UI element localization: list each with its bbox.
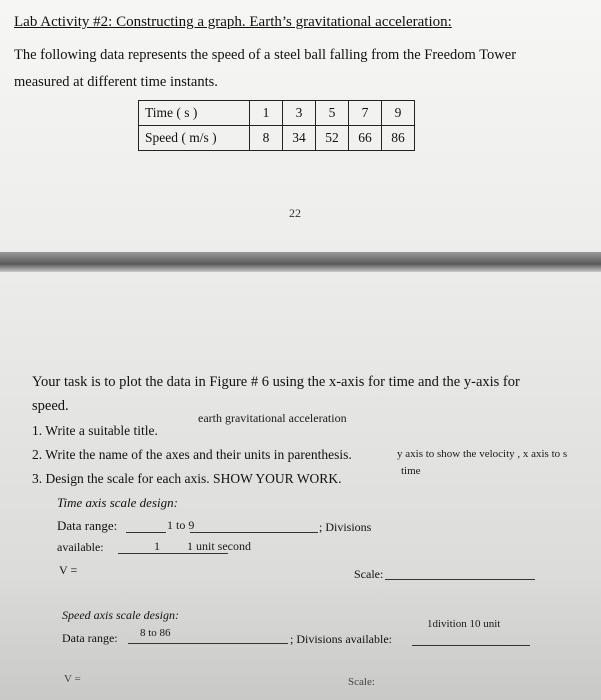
lab-title: Lab Activity #2: Constructing a graph. Earth’s gravitational acceleration: (14, 14, 452, 30)
handwritten-axes-answer: y axis to show the velocity , x axis to s (397, 448, 568, 460)
blank-line (385, 579, 535, 580)
time-value: 7 (349, 101, 382, 126)
page-gap (0, 252, 601, 272)
time-v-label: V = (59, 563, 78, 577)
time-unit-value: 1 unit second (187, 539, 251, 553)
speed-value: 66 (349, 126, 382, 151)
speed-row (139, 126, 415, 151)
worksheet-page-top (0, 0, 601, 252)
worksheet-page-bottom (0, 272, 601, 700)
time-value: 5 (316, 101, 349, 126)
speed-value: 52 (316, 126, 349, 151)
time-data-range-label: Data range: (57, 518, 118, 533)
intro-line-1: The following data represents the speed of a steel ball falling from the Freedom Tower (14, 47, 517, 63)
time-header: Time ( s ) (139, 101, 250, 126)
speed-header: Speed ( m/s ) (139, 126, 250, 151)
time-value: 3 (283, 101, 316, 126)
instruction-item-2: 2. Write the name of the axes and their units in parenthesis. (32, 447, 352, 462)
instruction-item-3: 3. Design the scale for each axis. SHOW YOUR WORK. (32, 471, 342, 486)
blank-line (412, 645, 530, 646)
time-row (139, 101, 415, 126)
speed-axis-heading: Speed axis scale design: (62, 608, 179, 622)
blank-line (126, 532, 166, 533)
speed-data-range-label: Data range: (62, 631, 118, 645)
time-data-range-value: 1 to 9 (167, 518, 195, 532)
time-available-value: 1 (154, 539, 160, 553)
speed-data-range-value: 8 to 86 (140, 627, 171, 639)
instruction-item-1: 1. Write a suitable title. (32, 423, 158, 438)
data-table (138, 100, 415, 151)
speed-scale-label: Scale: (348, 676, 375, 688)
handwritten-title-answer: earth gravitational acceleration (198, 411, 347, 425)
handwritten-time-answer: time (401, 465, 421, 477)
task-line-1: Your task is to plot the data in Figure # 6 using the x-axis for time and the y-axis for (32, 374, 520, 390)
time-axis-heading: Time axis scale design: (57, 495, 178, 510)
speed-divisions-value: 1divition 10 unit (427, 618, 501, 630)
speed-divisions-label: ; Divisions available: (290, 632, 392, 646)
speed-value: 8 (250, 126, 283, 151)
task-line-2: speed. (32, 398, 69, 414)
intro-line-2: measured at different time instants. (14, 74, 218, 90)
blank-line (128, 643, 288, 644)
time-available-label: available: (57, 540, 104, 554)
time-divisions-label: ; Divisions (319, 520, 372, 534)
page-number: 22 (289, 206, 301, 220)
time-value: 9 (382, 101, 415, 126)
time-scale-label: Scale: (354, 567, 384, 581)
speed-value: 86 (382, 126, 415, 151)
time-value: 1 (250, 101, 283, 126)
blank-line (190, 532, 318, 533)
speed-value: 34 (283, 126, 316, 151)
speed-v-label: V = (64, 673, 81, 685)
